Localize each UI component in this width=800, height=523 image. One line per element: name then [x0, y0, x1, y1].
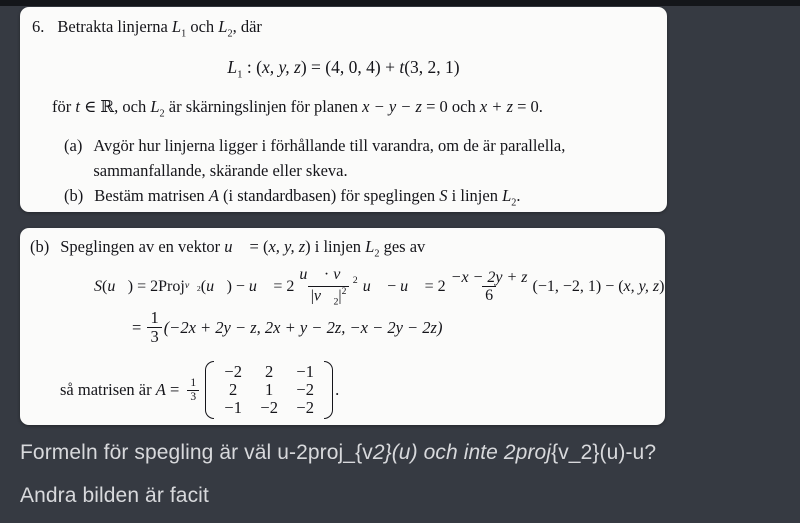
matrix-cell: 2	[265, 362, 274, 381]
matrix-cell: −1	[224, 398, 242, 417]
matrix-right-paren	[324, 361, 333, 419]
solution-header-line: (b) Speglingen av en vektor u⃗ = (x, y, z) i linjen $L_2$ ges av	[30, 237, 426, 260]
subitem-a-text: Avgör hur linjerna ligger i förhållande till varandra, om de är parallella, sammanfallande, skärande eller skeva.	[93, 136, 566, 180]
matrix-cell: −2	[224, 362, 242, 381]
matrix-cell: −2	[260, 398, 278, 417]
subitem-b-label: (b)	[64, 186, 84, 205]
problem-condition-line: för t ∈ ℝ, och $L_2$ är skärningslinjen för planen x − y − z = 0 och x + z = 0.	[52, 97, 543, 120]
chat-message-line-1: Formeln för spegling är väl u-2proj_{v2}(u) och inte 2proj{v_2}(u)-u?	[20, 441, 657, 464]
one-third-small-fraction: $\frac{1}{3}$	[187, 377, 199, 402]
matrix-cell: −2	[296, 380, 314, 399]
projection-fraction: $\frac{u⃗ \cdot v⃗_2}{|v⃗_2|^2}$	[299, 266, 358, 308]
problem-intro-line: 6. Betrakta linjerna $L_1$ och $L_2$, där	[32, 17, 262, 40]
problem-subitem-a	[64, 133, 565, 183]
one-third-fraction: $\frac{1}{3}$	[147, 309, 161, 347]
matrix-cell: −2	[296, 398, 314, 417]
attachment-solution-image[interactable]	[20, 228, 665, 425]
solution-equation-line-1: S ( u⃗ ) = 2 Proj $v⃗_2$ ( u⃗ ) − u⃗ = 2 $\frac{u⃗ \cdot v⃗_2}{|v⃗_2|^2}$ u⃗ − u⃗ = 2 $\frac{-x - 2y + z}{6}$ (−1, −2, 1) − ( x, y, z )	[94, 266, 665, 308]
problem-line-equation: $L_1$ : (x, y, z) = (4, 0, 4) + t(3, 2, 1)	[227, 57, 460, 81]
chat-message-line-2: Andra bilden är facit	[20, 484, 209, 507]
matrix-cell: −1	[296, 362, 314, 381]
scalar-fraction: $\frac{-x - 2y + z}{6}$	[450, 268, 528, 305]
subitem-a-label: (a)	[64, 136, 83, 155]
problem-subitem-b: (b) Bestäm matrisen A (i standardbasen) för speglingen S i linjen $L_2$.	[64, 186, 521, 209]
matrix-cell: 2	[229, 380, 238, 399]
matrix-cell: 1	[265, 380, 274, 399]
matrix-left-paren	[205, 361, 214, 419]
attachment-problem-image[interactable]	[20, 7, 667, 212]
reflection-matrix	[205, 361, 333, 419]
solution-equation-line-2: = $\frac{1}{3}$ (−2x + 2y − z, 2x + y − 2z, −x − 2y − 2z)	[132, 308, 443, 347]
solution-b-label: (b)	[30, 237, 50, 256]
problem-item-number: 6.	[32, 17, 45, 36]
matrix-grid	[217, 361, 321, 419]
solution-matrix-line: så matrisen är A = $\frac{1}{3}$ −2 2 −1 2 1 −2 −1 −2 −2 .	[60, 362, 340, 417]
top-edge-strip	[0, 0, 800, 6]
